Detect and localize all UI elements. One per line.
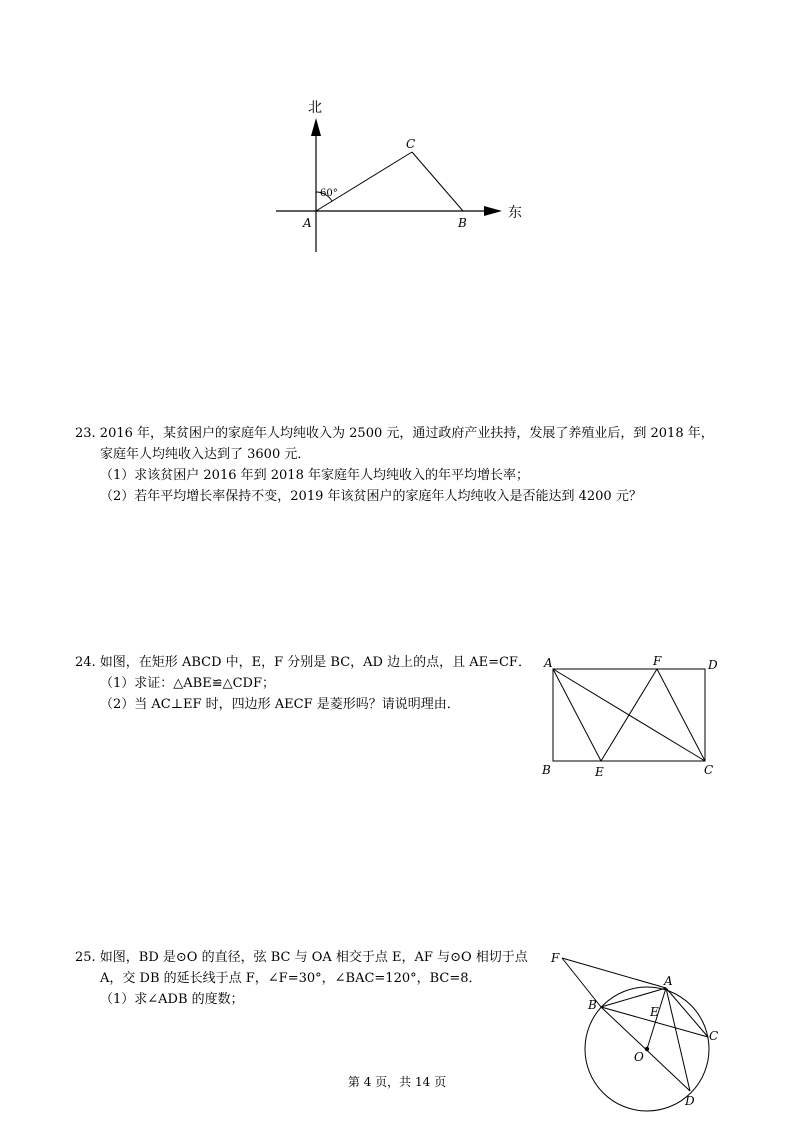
east-arrowhead bbox=[484, 206, 502, 216]
segment-ae bbox=[553, 669, 601, 761]
q24-line1: 24. 如图，在矩形 ABCD 中，E，F 分别是 BC，AD 边上的点，且 AE=CF． bbox=[75, 655, 531, 670]
point-a-label: A bbox=[544, 656, 553, 670]
point-b-label: B bbox=[458, 216, 467, 230]
point-a-label: A bbox=[664, 974, 673, 988]
point-b-label: B bbox=[542, 763, 551, 777]
page-footer: 第 4 页，共 14 页 bbox=[347, 1075, 447, 1089]
east-label: 东 bbox=[508, 205, 522, 221]
q25-line1: 25. 如图，BD 是⊙O 的直径，弦 BC 与 OA 相交于点 E，AF 与⊙O 相切于点 bbox=[75, 950, 528, 965]
point-a-label: A bbox=[303, 216, 312, 230]
q24-sub2: （2）当 AC⊥EF 时，四边形 AECF 是菱形吗？请说明理由． bbox=[100, 697, 460, 712]
north-label: 北 bbox=[308, 100, 322, 116]
q25-sub1: （1）求∠ADB 的度数； bbox=[100, 992, 244, 1007]
segment-ac bbox=[316, 152, 412, 211]
q25-line2: A，交 DB 的延长线于点 F，∠F=30°，∠BAC=120°，BC=8． bbox=[100, 971, 482, 986]
center-dot bbox=[645, 1047, 649, 1051]
point-b-label: B bbox=[588, 998, 597, 1012]
point-f-label: F bbox=[653, 654, 662, 668]
segment-fc bbox=[657, 669, 705, 761]
point-f-label: F bbox=[551, 951, 560, 965]
rectangle-figure bbox=[538, 652, 728, 782]
north-arrowhead bbox=[311, 118, 321, 136]
q23-sub1: （1）求该贫困户 2016 年到 2018 年家庭年人均纯收入的年平均增长率； bbox=[100, 468, 529, 483]
point-d-label: D bbox=[685, 1094, 695, 1108]
segment-ac bbox=[553, 669, 705, 761]
q23-line1: 23. 2016 年，某贫困户的家庭年人均纯收入为 2500 元，通过政府产业扶持，发展了养殖业后，到 2018 年， bbox=[75, 426, 714, 441]
q24-sub1: （1）求证：△ABE≌△CDF； bbox=[100, 676, 275, 691]
point-e-label: E bbox=[650, 1005, 659, 1019]
q23-line2: 家庭年人均纯收入达到了 3600 元． bbox=[100, 447, 311, 462]
segment-ac bbox=[666, 988, 708, 1037]
point-d-label: D bbox=[708, 658, 718, 672]
compass-figure bbox=[260, 90, 540, 260]
segment-cb bbox=[412, 152, 463, 211]
point-o-label: O bbox=[634, 1050, 644, 1064]
angle-label: 60° bbox=[320, 188, 338, 199]
point-c-label: C bbox=[704, 763, 714, 777]
point-e-label: E bbox=[595, 765, 604, 779]
point-c-label: C bbox=[709, 1029, 719, 1043]
q23-sub2: （2）若年平均增长率保持不变，2019 年该贫困户的家庭年人均纯收入是否能达到 4200 元？ bbox=[100, 489, 642, 504]
point-c-label: C bbox=[406, 137, 416, 151]
segment-fa bbox=[562, 958, 666, 988]
